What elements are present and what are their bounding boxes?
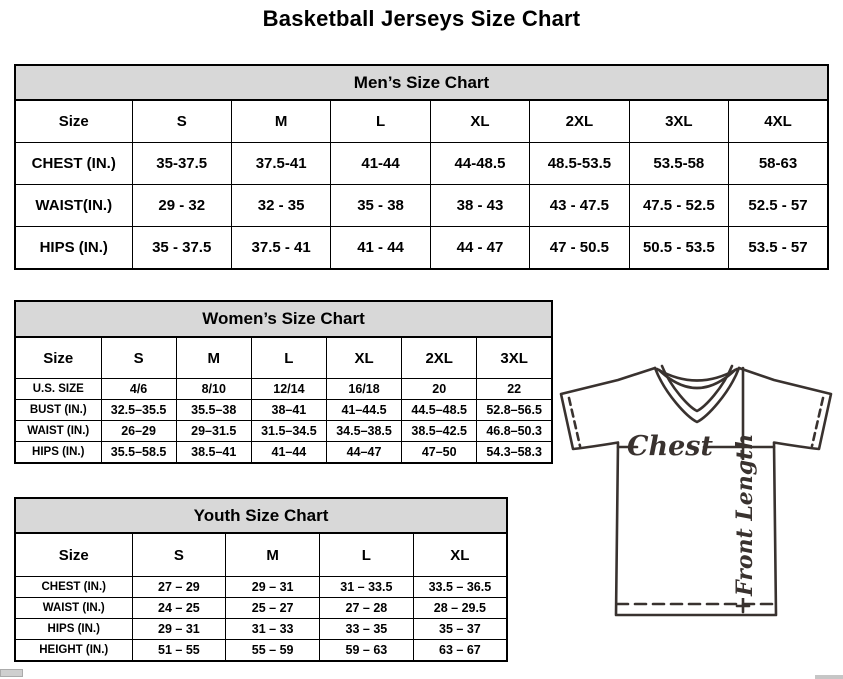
size-value-cell: 29 – 31 [132,619,226,640]
size-value-cell: 27 – 28 [320,598,414,619]
size-value-cell: 41 - 44 [331,227,430,269]
size-value-cell: 31.5–34.5 [251,421,326,442]
scrollbar-fragment-left [0,669,23,677]
women-column-header-2xl: 2XL [402,337,477,379]
scrollbar-fragment-right [815,675,843,679]
youth-chart-caption: Youth Size Chart [15,498,507,533]
row-label: CHEST (IN.) [15,143,132,185]
size-value-cell: 35 - 37.5 [132,227,231,269]
size-value-cell: 41–44.5 [326,400,401,421]
youth-table-row [15,619,507,640]
women-column-header-m: M [176,337,251,379]
women-column-header-l: L [251,337,326,379]
size-value-cell: 43 - 47.5 [530,185,629,227]
size-value-cell: 38.5–41 [176,442,251,463]
size-value-cell: 8/10 [176,379,251,400]
size-value-cell: 47–50 [402,442,477,463]
men-column-header-s: S [132,100,231,143]
men-table-row [15,227,828,269]
men-column-header-m: M [231,100,330,143]
jersey-collar-band-2 [659,370,735,388]
size-value-cell: 28 – 29.5 [413,598,507,619]
size-value-cell: 38.5–42.5 [402,421,477,442]
mens-size-chart-table [14,64,829,270]
men-column-header-xl: XL [430,100,529,143]
page-title: Basketball Jerseys Size Chart [262,6,581,31]
row-label: HEIGHT (IN.) [15,640,132,661]
youth-column-header-xl: XL [413,533,507,577]
size-value-cell: 47.5 - 52.5 [629,185,728,227]
youth-table-row [15,598,507,619]
women-table-row [15,400,552,421]
row-label: U.S. SIZE [15,379,101,400]
row-label: CHEST (IN.) [15,577,132,598]
size-value-cell: 37.5 - 41 [231,227,330,269]
size-value-cell: 32.5–35.5 [101,400,176,421]
jersey-outline [561,368,831,615]
women-column-header-size: Size [15,337,101,379]
row-label: HIPS (IN.) [15,442,101,463]
women-column-header-s: S [101,337,176,379]
women-column-header-3xl: 3XL [477,337,552,379]
size-value-cell: 33 – 35 [320,619,414,640]
size-value-cell: 29 – 31 [226,577,320,598]
size-value-cell: 38 - 43 [430,185,529,227]
row-label: HIPS (IN.) [15,227,132,269]
size-value-cell: 34.5–38.5 [326,421,401,442]
size-value-cell: 25 – 27 [226,598,320,619]
men-column-header-size: Size [15,100,132,143]
women-table-row [15,421,552,442]
youth-table-row [15,577,507,598]
size-value-cell: 35-37.5 [132,143,231,185]
size-value-cell: 27 – 29 [132,577,226,598]
size-value-cell: 44.5–48.5 [402,400,477,421]
size-value-cell: 26–29 [101,421,176,442]
men-column-header-4xl: 4XL [729,100,828,143]
row-label: WAIST (IN.) [15,598,132,619]
men-column-header-3xl: 3XL [629,100,728,143]
size-value-cell: 12/14 [251,379,326,400]
row-label: HIPS (IN.) [15,619,132,640]
women-table-row [15,442,552,463]
youth-column-header-l: L [320,533,414,577]
men-table-row [15,143,828,185]
row-label: WAIST(IN.) [15,185,132,227]
size-value-cell: 35 - 38 [331,185,430,227]
size-value-cell: 44-48.5 [430,143,529,185]
size-value-cell: 51 – 55 [132,640,226,661]
size-value-cell: 16/18 [326,379,401,400]
size-value-cell: 63 – 67 [413,640,507,661]
men-column-header-l: L [331,100,430,143]
size-value-cell: 52.5 - 57 [729,185,828,227]
size-value-cell: 52.8–56.5 [477,400,552,421]
women-table-row [15,379,552,400]
size-value-cell: 59 – 63 [320,640,414,661]
youth-column-header-m: M [226,533,320,577]
size-value-cell: 29 - 32 [132,185,231,227]
size-value-cell: 33.5 – 36.5 [413,577,507,598]
size-value-cell: 50.5 - 53.5 [629,227,728,269]
size-value-cell: 20 [402,379,477,400]
row-label: WAIST (IN.) [15,421,101,442]
size-value-cell: 31 – 33 [226,619,320,640]
size-value-cell: 24 – 25 [132,598,226,619]
women-column-header-xl: XL [326,337,401,379]
size-value-cell: 38–41 [251,400,326,421]
youth-column-header-size: Size [15,533,132,577]
size-value-cell: 54.3–58.3 [477,442,552,463]
youth-column-header-s: S [132,533,226,577]
row-label: BUST (IN.) [15,400,101,421]
men-table-row [15,185,828,227]
youth-size-chart-table [14,497,508,662]
size-value-cell: 32 - 35 [231,185,330,227]
size-value-cell: 37.5-41 [231,143,330,185]
youth-table-row [15,640,507,661]
size-value-cell: 53.5-58 [629,143,728,185]
men-column-header-2xl: 2XL [530,100,629,143]
size-value-cell: 44–47 [326,442,401,463]
size-value-cell: 58-63 [729,143,828,185]
chest-label: Chest [627,431,713,462]
women-chart-caption: Women’s Size Chart [15,301,552,337]
size-value-cell: 44 - 47 [430,227,529,269]
jersey-measurement-diagram-icon [556,362,843,628]
size-value-cell: 35 – 37 [413,619,507,640]
size-value-cell: 29–31.5 [176,421,251,442]
men-chart-caption: Men’s Size Chart [15,65,828,100]
size-value-cell: 46.8–50.3 [477,421,552,442]
size-value-cell: 35.5–58.5 [101,442,176,463]
size-value-cell: 53.5 - 57 [729,227,828,269]
size-value-cell: 22 [477,379,552,400]
size-value-cell: 35.5–38 [176,400,251,421]
size-value-cell: 41-44 [331,143,430,185]
size-value-cell: 48.5-53.5 [530,143,629,185]
size-value-cell: 47 - 50.5 [530,227,629,269]
front-length-label: Front Length [732,433,758,596]
size-value-cell: 55 – 59 [226,640,320,661]
size-value-cell: 31 – 33.5 [320,577,414,598]
size-value-cell: 41–44 [251,442,326,463]
size-value-cell: 4/6 [101,379,176,400]
womens-size-chart-table [14,300,553,464]
